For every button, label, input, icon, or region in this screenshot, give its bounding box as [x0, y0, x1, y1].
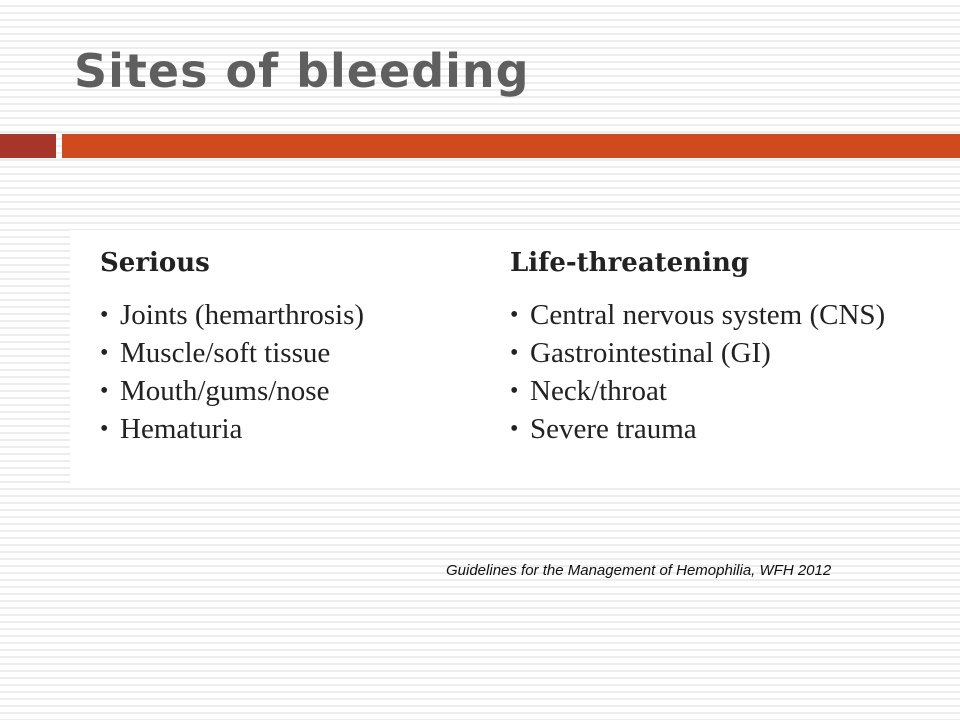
list-item-text: Mouth/gums/nose	[120, 375, 330, 408]
life-threatening-list	[510, 297, 960, 449]
life-threatening-column	[510, 248, 960, 449]
list-item	[510, 373, 960, 411]
list-item	[510, 297, 960, 335]
list-item	[100, 335, 480, 373]
citation: Guidelines for the Management of Hemophilia, WFH 2012	[446, 562, 832, 579]
list-item	[100, 373, 480, 411]
bullet-icon: •	[100, 340, 109, 367]
accent-bar-right	[62, 134, 960, 158]
list-item	[100, 297, 480, 335]
accent-bar-left	[0, 134, 56, 158]
bullet-icon: •	[100, 378, 109, 405]
bullet-icon: •	[510, 340, 519, 367]
list-item-text: Muscle/soft tissue	[120, 337, 331, 370]
list-item-text: Joints (hemarthrosis)	[120, 299, 365, 332]
list-item	[100, 411, 480, 449]
list-item-text: Neck/throat	[530, 375, 667, 408]
bullet-icon: •	[510, 416, 519, 443]
list-item-text: Severe trauma	[530, 413, 697, 446]
slide-title: Sites of bleeding	[74, 44, 530, 98]
list-item-text: Gastrointestinal (GI)	[530, 337, 771, 370]
serious-column	[100, 248, 480, 449]
list-item	[510, 411, 960, 449]
bullet-icon: •	[100, 416, 109, 443]
bullet-icon: •	[510, 378, 519, 405]
serious-heading: Serious	[100, 248, 210, 278]
list-item	[510, 335, 960, 373]
list-item-text: Hematuria	[120, 413, 243, 446]
bleeding-sites-table	[70, 230, 960, 485]
life-threatening-heading: Life-threatening	[510, 248, 750, 278]
bullet-icon: •	[100, 302, 109, 329]
list-item-text: Central nervous system (CNS)	[530, 299, 886, 332]
serious-list	[100, 297, 480, 449]
bullet-icon: •	[510, 302, 519, 329]
